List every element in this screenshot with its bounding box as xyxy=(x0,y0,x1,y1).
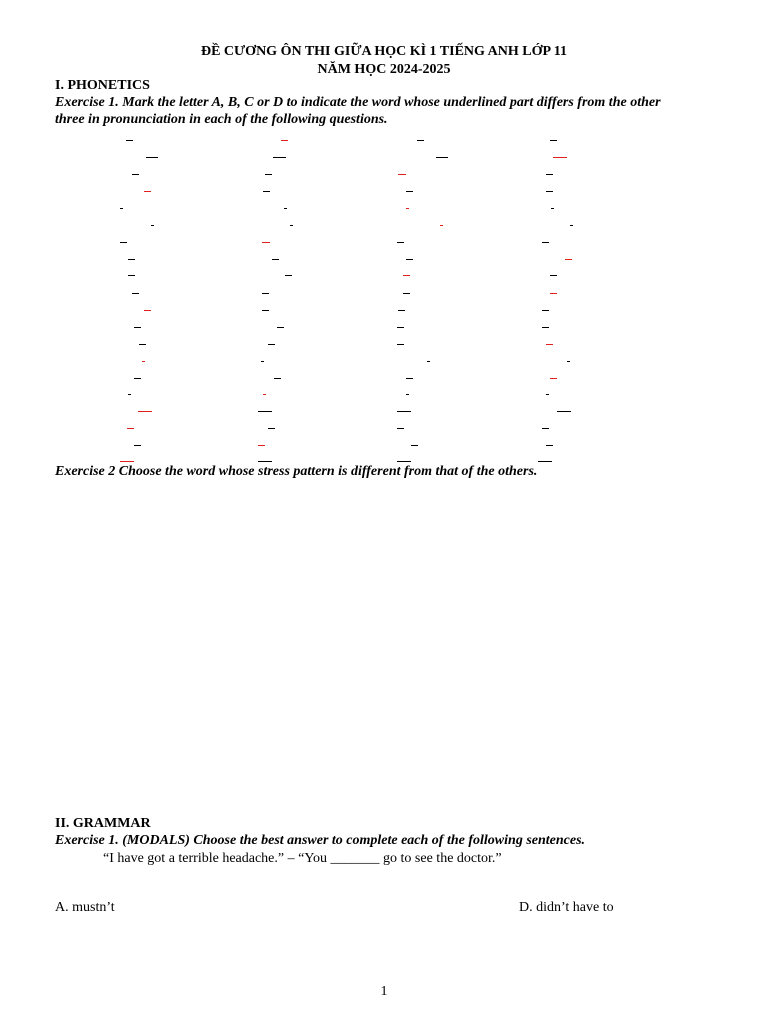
underline-mark xyxy=(550,275,557,276)
underline-mark xyxy=(290,225,293,226)
underline-mark xyxy=(120,242,127,243)
school-year: NĂM HỌC 2024-2025 xyxy=(317,62,451,77)
underline-mark xyxy=(262,310,269,311)
underline-mark xyxy=(565,259,572,260)
underline-mark xyxy=(139,344,146,345)
underline-mark xyxy=(570,225,573,226)
underline-mark xyxy=(397,411,411,412)
underline-mark xyxy=(120,208,123,209)
underline-mark xyxy=(397,461,411,462)
underline-mark xyxy=(120,461,134,462)
underline-mark xyxy=(403,275,410,276)
underline-mark xyxy=(436,157,448,158)
exercise1-instruction-line1: Exercise 1. Mark the letter A, B, C or D to indicate the word whose underlined part differs from the other xyxy=(55,95,661,110)
underline-mark xyxy=(134,327,141,328)
underline-mark xyxy=(406,394,409,395)
underline-mark xyxy=(440,225,443,226)
underline-mark xyxy=(265,174,272,175)
underline-mark xyxy=(134,378,141,379)
underline-mark xyxy=(263,394,266,395)
option-a: A. mustn’t xyxy=(55,900,115,915)
underline-mark xyxy=(285,275,292,276)
exercise1-instruction-line2: three in pronunciation in each of the following questions. xyxy=(55,112,388,127)
underline-mark xyxy=(132,293,139,294)
page-number: 1 xyxy=(380,984,388,999)
underline-mark xyxy=(397,327,404,328)
underline-mark xyxy=(567,361,570,362)
underline-mark xyxy=(406,208,409,209)
underline-mark xyxy=(546,394,549,395)
underline-mark xyxy=(546,344,553,345)
exercise2-instruction: Exercise 2 Choose the word whose stress pattern is different from that of the others. xyxy=(55,464,538,479)
underline-mark xyxy=(553,157,567,158)
underline-mark xyxy=(546,445,553,446)
underline-mark xyxy=(542,327,549,328)
underline-mark xyxy=(398,310,405,311)
underline-mark xyxy=(138,411,152,412)
question-text: “I have got a terrible headache.” – “You _______ go to see the doctor.” xyxy=(103,851,502,866)
underline-mark xyxy=(144,310,151,311)
underline-mark xyxy=(427,361,430,362)
underline-mark xyxy=(397,242,404,243)
underline-mark xyxy=(128,275,135,276)
section-heading-grammar: II. GRAMMAR xyxy=(55,816,151,831)
underline-mark xyxy=(144,191,151,192)
grammar-exercise1-instruction: Exercise 1. (MODALS) Choose the best answer to complete each of the following sentences. xyxy=(55,833,586,848)
underline-mark xyxy=(261,361,264,362)
underline-mark xyxy=(406,191,413,192)
option-d: D. didn’t have to xyxy=(519,900,614,915)
underline-mark xyxy=(274,378,281,379)
underline-mark xyxy=(258,445,265,446)
underline-mark xyxy=(550,140,557,141)
underline-mark xyxy=(268,428,275,429)
underline-mark xyxy=(411,445,418,446)
underline-mark xyxy=(397,344,404,345)
underline-mark xyxy=(542,428,549,429)
underline-mark xyxy=(132,174,139,175)
underline-mark xyxy=(272,259,279,260)
underline-mark xyxy=(258,411,272,412)
underline-mark xyxy=(403,293,410,294)
underline-mark xyxy=(281,140,288,141)
underline-mark xyxy=(550,293,557,294)
underline-mark xyxy=(273,157,286,158)
underline-mark xyxy=(262,242,270,243)
underline-mark xyxy=(277,327,284,328)
underline-mark xyxy=(550,378,557,379)
underline-mark xyxy=(128,394,131,395)
underline-mark xyxy=(398,174,406,175)
underline-mark xyxy=(126,140,133,141)
underline-mark xyxy=(151,225,154,226)
underline-mark xyxy=(262,293,269,294)
underline-mark xyxy=(546,174,553,175)
underline-mark xyxy=(268,344,275,345)
underline-mark xyxy=(542,310,549,311)
underline-mark xyxy=(546,191,553,192)
underline-mark xyxy=(557,411,571,412)
underline-mark xyxy=(417,140,424,141)
underline-mark xyxy=(406,378,413,379)
underline-mark xyxy=(128,259,135,260)
underline-mark xyxy=(134,445,141,446)
underline-mark xyxy=(258,461,272,462)
underline-mark xyxy=(127,428,134,429)
underline-mark xyxy=(284,208,287,209)
underline-mark xyxy=(142,361,145,362)
underline-mark xyxy=(397,428,404,429)
underline-mark xyxy=(551,208,554,209)
section-heading-phonetics: I. PHONETICS xyxy=(55,78,150,93)
underline-mark xyxy=(538,461,552,462)
document-title: ĐỀ CƯƠNG ÔN THI GIỮA HỌC KÌ 1 TIẾNG ANH LỚP 11 xyxy=(200,44,567,59)
underline-mark xyxy=(542,242,549,243)
underline-mark xyxy=(146,157,158,158)
underline-mark xyxy=(406,259,413,260)
underline-mark xyxy=(263,191,270,192)
